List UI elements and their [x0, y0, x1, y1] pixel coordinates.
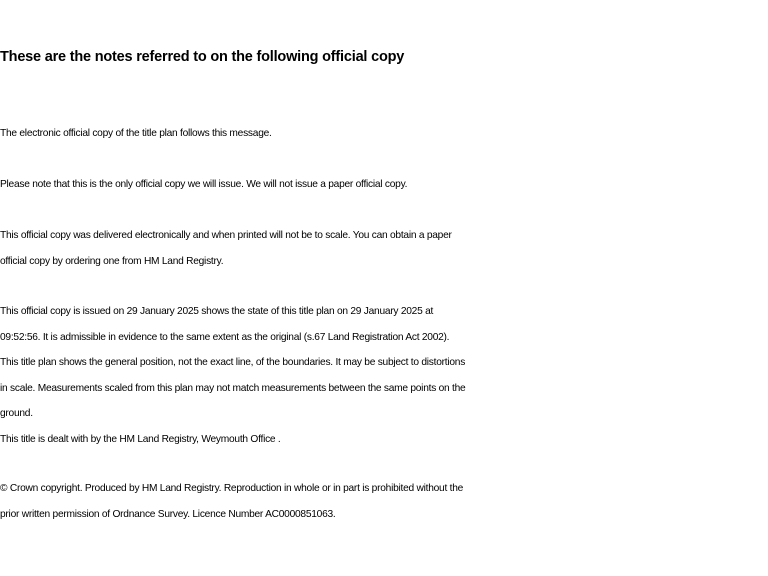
office-line: This title is dealt with by the HM Land Registry, Weymouth Office . [0, 433, 281, 445]
issue-date-notice [0, 299, 768, 452]
copyright-notice [0, 476, 768, 527]
copyright-line: © Crown copyright. Produced by HM Land Registry. Reproduction in whole or in part is prohibited without the [0, 483, 464, 494]
scale-notice [0, 223, 768, 274]
copyright-line: prior written permission of Ordnance Survey. Licence Number AC0000851063. [0, 508, 336, 520]
notice-line: This title plan shows the general position, not the exact line, of the boundaries. It may be subject to distortions [0, 357, 466, 368]
notice-line: in scale. Measurements scaled from this plan may not match measurements between the same points on the [0, 382, 466, 394]
notice-line: official copy by ordering one from HM Land Registry. [0, 255, 224, 267]
notice-line: This official copy is issued on 29 January 2025 shows the state of this title plan on 29 January 2025 at [0, 306, 434, 317]
notice-line: Please note that this is the only official copy we will issue. We will not issue a paper official copy. [0, 179, 408, 190]
notes-heading: These are the notes referred to on the following official copy [0, 49, 405, 65]
notice-line: ground. [0, 408, 33, 419]
notice-line: The electronic official copy of the title plan follows this message. [0, 128, 272, 139]
notice-line: 09:52:56. It is admissible in evidence to the same extent as the original (s.67 Land Registration Act 2002). [0, 331, 450, 343]
notice-line: This official copy was delivered electronically and when printed will not be to scale. You can obtain a paper [0, 230, 452, 241]
title-plan-follows-notice [0, 121, 768, 147]
only-official-copy-notice [0, 172, 768, 198]
